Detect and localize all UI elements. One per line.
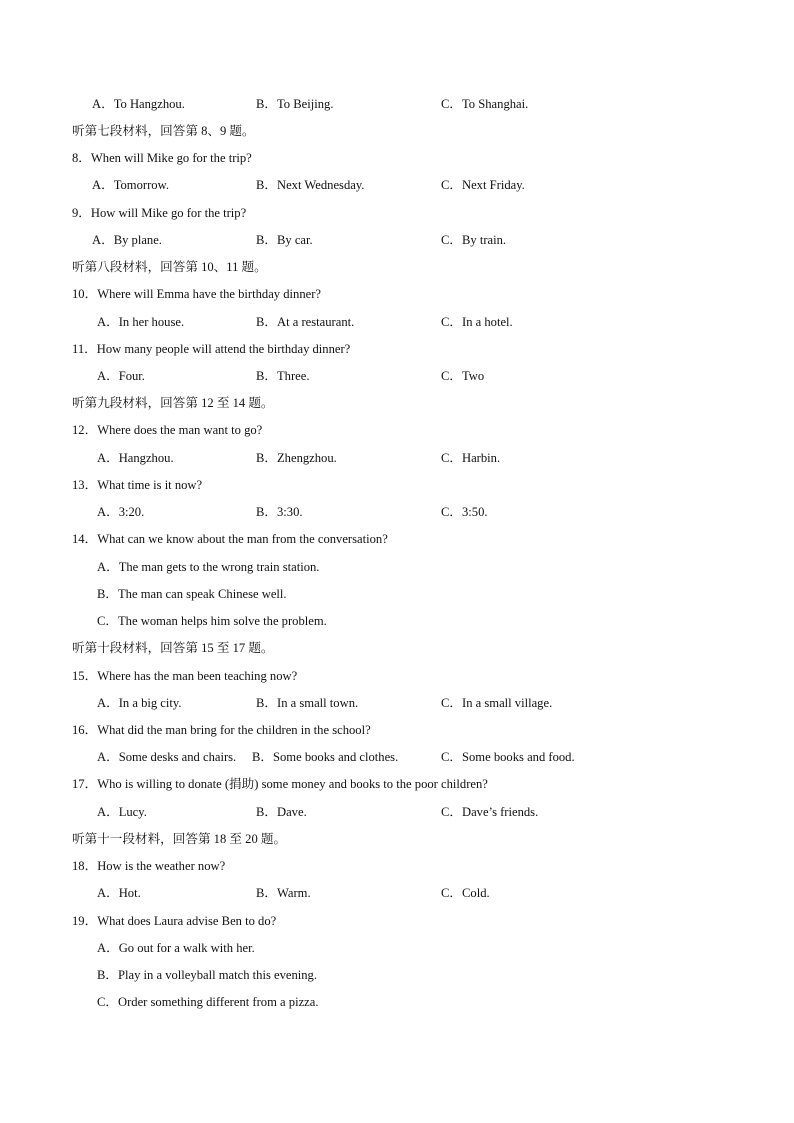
option-a: A．Tomorrow. [92, 178, 170, 192]
option-a: A．3:20. [97, 505, 145, 519]
question-text: 9．How will Mike go for the trip? [72, 206, 247, 220]
option-c: C．In a hotel. [441, 315, 513, 329]
option-c: C．Harbin. [441, 451, 501, 465]
section-heading: 听第八段材料，回答第 10、11 题。 [72, 260, 267, 274]
option-b: B．Next Wednesday. [256, 178, 365, 192]
option-a: A．To Hangzhou. [92, 97, 185, 111]
question-text: 16．What did the man bring for the children in the school? [72, 723, 371, 737]
option-a: A．In her house. [97, 315, 185, 329]
option-b: B．3:30. [256, 505, 303, 519]
option-c: C．In a small village. [441, 696, 553, 710]
question-text: 15．Where has the man been teaching now? [72, 669, 298, 683]
option-b: B．Warm. [256, 886, 311, 900]
option-c: C．Next Friday. [441, 178, 525, 192]
option-a: A．By plane. [92, 233, 162, 247]
option-a: A．Hangzhou. [97, 451, 174, 465]
section-heading: 听第十段材料，回答第 15 至 17 题。 [72, 641, 274, 655]
section-heading: 听第十一段材料，回答第 18 至 20 题。 [72, 832, 287, 846]
question-text: 11．How many people will attend the birthday dinner? [72, 342, 351, 356]
option-a: A．Four. [97, 369, 145, 383]
option-line: C．Order something different from a pizza. [97, 995, 319, 1009]
option-b: B．Zhengzhou. [256, 451, 337, 465]
option-b: B．To Beijing. [256, 97, 334, 111]
option-b: B．Some books and clothes. [252, 750, 399, 764]
option-b: B．By car. [256, 233, 313, 247]
option-a: A．Some desks and chairs. [97, 750, 237, 764]
question-text: 12．Where does the man want to go? [72, 423, 263, 437]
option-line: A．The man gets to the wrong train station. [97, 560, 320, 574]
option-c: C．Some books and food. [441, 750, 575, 764]
question-text: 19．What does Laura advise Ben to do? [72, 914, 277, 928]
question-text: 13．What time is it now? [72, 478, 203, 492]
option-c: C．To Shanghai. [441, 97, 529, 111]
option-c: C．Cold. [441, 886, 490, 900]
option-a: A．Hot. [97, 886, 141, 900]
question-text: 10．Where will Emma have the birthday dinner? [72, 287, 321, 301]
section-heading: 听第七段材料，回答第 8、9 题。 [72, 124, 255, 138]
question-text: 14．What can we know about the man from the conversation? [72, 532, 388, 546]
option-c: C．Dave’s friends. [441, 805, 539, 819]
question-text: 18．How is the weather now? [72, 859, 226, 873]
question-text: 17．Who is willing to donate (捐助) some money and books to the poor children? [72, 777, 488, 791]
option-line: B．Play in a volleyball match this evening. [97, 968, 318, 982]
option-b: B．At a restaurant. [256, 315, 355, 329]
option-c: C．Two [441, 369, 485, 383]
option-line: C．The woman helps him solve the problem. [97, 614, 327, 628]
section-heading: 听第九段材料，回答第 12 至 14 题。 [72, 396, 274, 410]
option-line: A．Go out for a walk with her. [97, 941, 255, 955]
option-b: B．Dave. [256, 805, 307, 819]
option-b: B．In a small town. [256, 696, 359, 710]
option-a: A．In a big city. [97, 696, 182, 710]
option-a: A．Lucy. [97, 805, 147, 819]
option-line: B．The man can speak Chinese well. [97, 587, 287, 601]
question-text: 8．When will Mike go for the trip? [72, 151, 252, 165]
option-b: B．Three. [256, 369, 310, 383]
option-c: C．3:50. [441, 505, 488, 519]
option-c: C．By train. [441, 233, 507, 247]
